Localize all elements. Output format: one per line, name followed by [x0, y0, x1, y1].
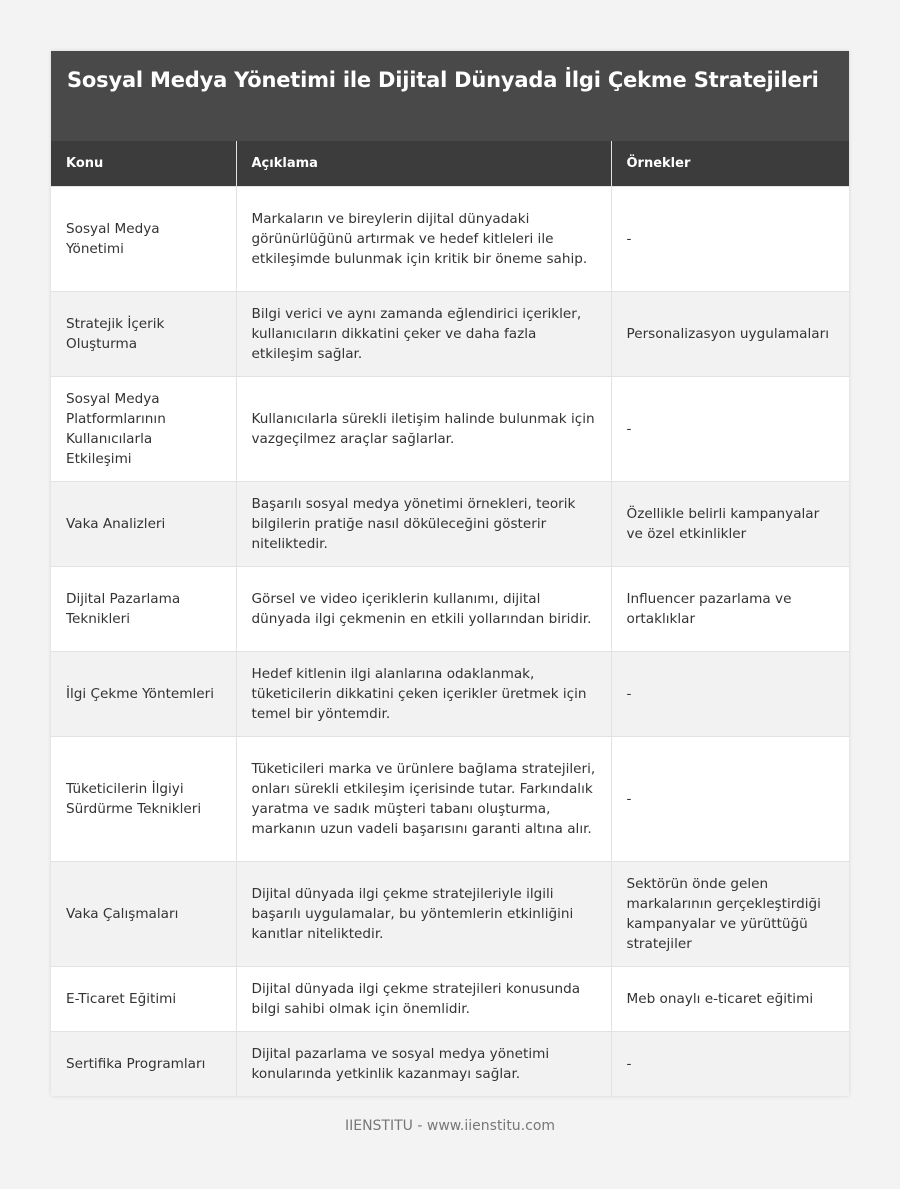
table-row — [51, 1031, 849, 1096]
cell-konu: Vaka Çalışmaları — [51, 861, 236, 966]
cell-konu: Vaka Analizleri — [51, 481, 236, 566]
cell-aciklama: Tüketicileri marka ve ürünlere bağlama stratejileri, onları sürekli etkileşim içerisinde tutar. Farkındalık yaratma ve sadık müşteri tabanı oluşturma, markanın uzun vadeli başarısını garanti altına alır. — [236, 736, 611, 861]
cell-ornekler: - — [611, 186, 849, 291]
column-header-ornekler: Örnekler — [611, 141, 849, 186]
cell-aciklama: Dijital dünyada ilgi çekme stratejileri konusunda bilgi sahibi olmak için önemlidir. — [236, 966, 611, 1031]
cell-ornekler: Sektörün önde gelen markalarının gerçekleştirdiği kampanyalar ve yürüttüğü stratejiler — [611, 861, 849, 966]
table-row — [51, 651, 849, 736]
cell-konu: İlgi Çekme Yöntemleri — [51, 651, 236, 736]
cell-aciklama: Dijital pazarlama ve sosyal medya yönetimi konularında yetkinlik kazanmayı sağlar. — [236, 1031, 611, 1096]
cell-konu: Stratejik İçerik Oluşturma — [51, 291, 236, 376]
cell-ornekler: Influencer pazarlama ve ortaklıklar — [611, 566, 849, 651]
cell-ornekler: - — [611, 651, 849, 736]
table-row — [51, 966, 849, 1031]
cell-konu: E-Ticaret Eğitimi — [51, 966, 236, 1031]
cell-konu: Dijital Pazarlama Teknikleri — [51, 566, 236, 651]
cell-aciklama: Markaların ve bireylerin dijital dünyadaki görünürlüğünü artırmak ve hedef kitleleri ile etkileşimde bulunmak için kritik bir öneme sahip. — [236, 186, 611, 291]
column-header-aciklama: Açıklama — [236, 141, 611, 186]
cell-konu: Sosyal Medya Yönetimi — [51, 186, 236, 291]
table-row — [51, 291, 849, 376]
table-row — [51, 566, 849, 651]
table-title: Sosyal Medya Yönetimi ile Dijital Dünyada İlgi Çekme Stratejileri — [51, 51, 849, 141]
table-row — [51, 376, 849, 481]
cell-ornekler: Özellikle belirli kampanyalar ve özel etkinlikler — [611, 481, 849, 566]
cell-aciklama: Başarılı sosyal medya yönetimi örnekleri, teorik bilgilerin pratiğe nasıl döküleceğini gösterir niteliktedir. — [236, 481, 611, 566]
cell-konu: Tüketicilerin İlgiyi Sürdürme Teknikleri — [51, 736, 236, 861]
table-row — [51, 736, 849, 861]
cell-ornekler: Personalizasyon uygulamaları — [611, 291, 849, 376]
cell-ornekler: - — [611, 376, 849, 481]
cell-aciklama: Kullanıcılarla sürekli iletişim halinde bulunmak için vazgeçilmez araçlar sağlarlar. — [236, 376, 611, 481]
cell-konu: Sosyal Medya Platformlarının Kullanıcılarla Etkileşimi — [51, 376, 236, 481]
cell-aciklama: Hedef kitlenin ilgi alanlarına odaklanmak, tüketicilerin dikkatini çeken içerikler üretmek için temel bir yöntemdir. — [236, 651, 611, 736]
cell-konu: Sertifika Programları — [51, 1031, 236, 1096]
table-header-row — [51, 141, 849, 186]
table-row — [51, 861, 849, 966]
table-card — [51, 51, 849, 1096]
cell-aciklama: Dijital dünyada ilgi çekme stratejileriyle ilgili başarılı uygulamalar, bu yöntemlerin etkinliğini kanıtlar niteliktedir. — [236, 861, 611, 966]
cell-ornekler: Meb onaylı e-ticaret eğitimi — [611, 966, 849, 1031]
data-table — [51, 141, 849, 1096]
column-header-konu: Konu — [51, 141, 236, 186]
cell-ornekler: - — [611, 736, 849, 861]
cell-ornekler: - — [611, 1031, 849, 1096]
footer-credit: IIENSTITU - www.iienstitu.com — [344, 1118, 556, 1134]
cell-aciklama: Görsel ve video içeriklerin kullanımı, dijital dünyada ilgi çekmenin en etkili yollarından biridir. — [236, 566, 611, 651]
table-row — [51, 481, 849, 566]
cell-aciklama: Bilgi verici ve aynı zamanda eğlendirici içerikler, kullanıcıların dikkatini çeker ve daha fazla etkileşim sağlar. — [236, 291, 611, 376]
table-row — [51, 186, 849, 291]
